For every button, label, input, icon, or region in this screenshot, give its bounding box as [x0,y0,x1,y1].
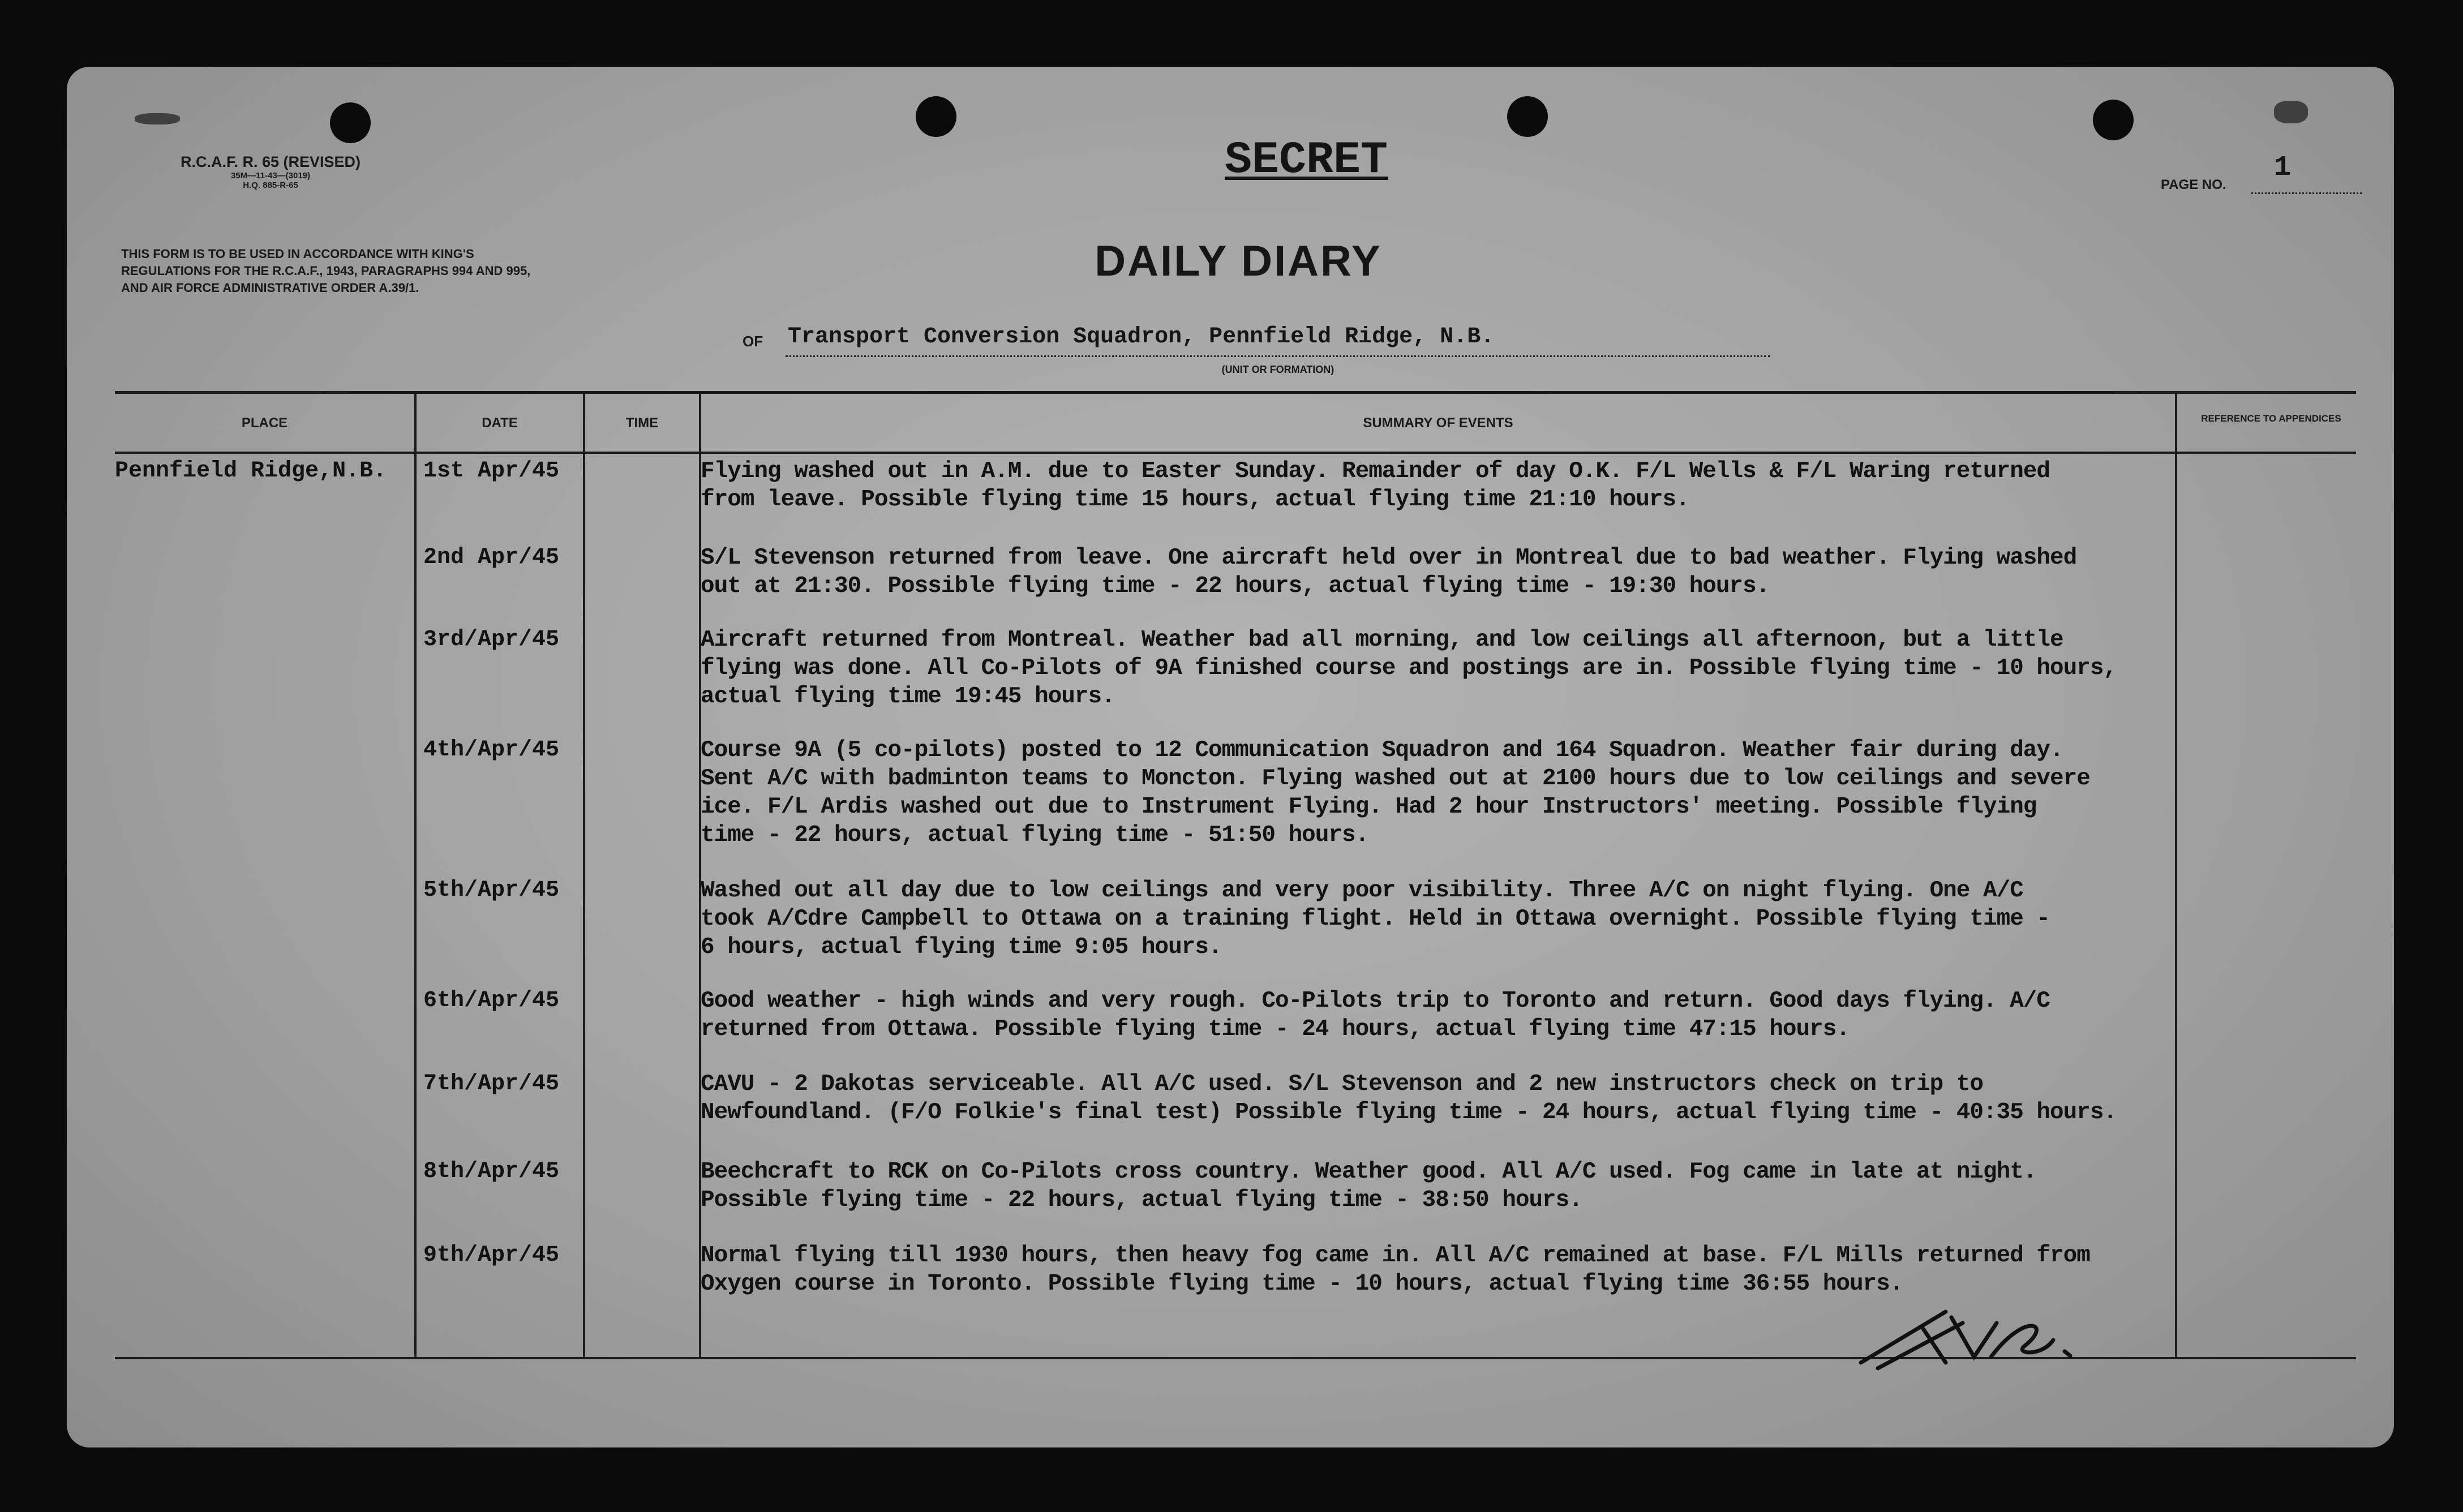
place-entry: Pennfield Ridge,N.B. [115,458,387,484]
form-print-code: 35M—11-43—(3019) [230,171,311,181]
column-header-summary: SUMMARY OF EVENTS [1363,415,1513,431]
date-cell: 8th/Apr/45 [423,1159,560,1184]
ink-smudge [2274,101,2308,123]
unit-of-label: OF [743,333,763,350]
date-cell: 1st Apr/45 [423,458,560,484]
column-header-date: DATE [482,415,518,431]
punch-hole [2093,100,2134,140]
summary-cell: Flying washed out in A.M. due to Easter Sunday. Remainder of day O.K. F/L Wells & F/L Waring returned from leave. Possible flying time 15 hours, actual flying time 21:10 hours. [701,458,2050,513]
punch-hole [1507,96,1548,137]
diary-sheet [67,67,2394,1447]
punch-hole [916,96,956,137]
table-top-rule [115,391,2356,394]
ink-smudge [135,113,180,124]
punch-hole [330,102,371,143]
summary-cell: Course 9A (5 co-pilots) posted to 12 Communication Squadron and 164 Squadron. Weather fair during day. Sent A/C with badminton teams to Moncton. Flying washed out at 2100 hours due to low ceilings and severe ice. F/L Ardis washed out due to Instrument Flying. Had 2 hour Instructors' meeting. Possible flying time - 22 hours, actual flying time - 51:50 hours. [701,737,2090,848]
summary-cell: Beechcraft to RCK on Co-Pilots cross country. Weather good. All A/C used. Fog came in late at night. Possible flying time - 22 hours, actual flying time - 38:50 hours. [701,1159,2037,1213]
column-header-reference: REFERENCE TO APPENDICES [2201,413,2341,424]
page-title: DAILY DIARY [1095,237,1382,285]
page-number-line [2251,192,2362,194]
column-divider [583,394,585,1357]
handwritten-initials [1855,1289,2138,1380]
summary-cell: S/L Stevenson returned from leave. One aircraft held over in Montreal due to bad weather. Flying washed out at 21:30. Possible flying time - 22 hours, actual flying time - 19:30 hours. [701,545,2077,599]
column-header-place: PLACE [241,415,288,431]
summary-cell: Normal flying till 1930 hours, then heavy fog came in. All A/C remained at base. F/L Mills returned from Oxygen course in Toronto. Possible flying time - 10 hours, actual flying time 36:55 hours. [701,1243,2090,1297]
date-cell: 3rd/Apr/45 [423,627,560,652]
unit-caption: (UNIT OR FORMATION) [1221,364,1335,375]
unit-name: Transport Conversion Squadron, Pennfield Ridge, N.B. [788,324,1495,350]
regulation-notice: THIS FORM IS TO BE USED IN ACCORDANCE WITH KING'S REGULATIONS FOR THE R.C.A.F., 1943, PARAGRAPHS 994 AND 995, AND AIR FORCE ADMINISTRATIVE ORDER A.39/1. [121,247,531,295]
form-number: R.C.A.F. R. 65 (REVISED) [180,153,361,170]
header-rule [115,452,2356,454]
column-divider [414,394,417,1357]
column-header-time: TIME [625,415,659,431]
summary-cell: Good weather - high winds and very rough. Co-Pilots trip to Toronto and return. Good days flying. A/C returned from Ottawa. Possible flying time - 24 hours, actual flying time 47:15 hours. [701,988,2050,1042]
date-cell: 6th/Apr/45 [423,988,560,1013]
date-cell: 9th/Apr/45 [423,1243,560,1268]
form-identifier [138,153,404,191]
date-cell: 4th/Apr/45 [423,737,560,763]
date-cell: 5th/Apr/45 [423,878,560,903]
summary-cell: CAVU - 2 Dakotas serviceable. All A/C used. S/L Stevenson and 2 new instructors check on trip to Newfoundland. (F/O Folkie's final test) Possible flying time - 24 hours, actual flying time - 40:35 hours. [701,1071,2117,1126]
page-number: 1 [2273,152,2291,184]
page-number-label: PAGE NO. [2161,177,2226,192]
summary-cell: Washed out all day due to low ceilings and very poor visibility. Three A/C on night flying. One A/C took A/Cdre Campbell to Ottawa on a training flight. Held in Ottawa overnight. Possible flying time - 6 hours, actual flying time 9:05 hours. [701,878,2050,960]
form-hq-code: H.Q. 885-R-65 [243,181,298,191]
unit-line [786,355,1770,357]
date-cell: 2nd Apr/45 [423,545,560,570]
summary-cell: Aircraft returned from Montreal. Weather bad all morning, and low ceilings all afternoon, but a little flying was done. All Co-Pilots of 9A finished course and postings are in. Possible flying time - 10 hours, actual flying time 19:45 hours. [701,627,2117,710]
date-cell: 7th/Apr/45 [423,1071,560,1097]
classification-stamp: SECRET [1224,135,1388,186]
